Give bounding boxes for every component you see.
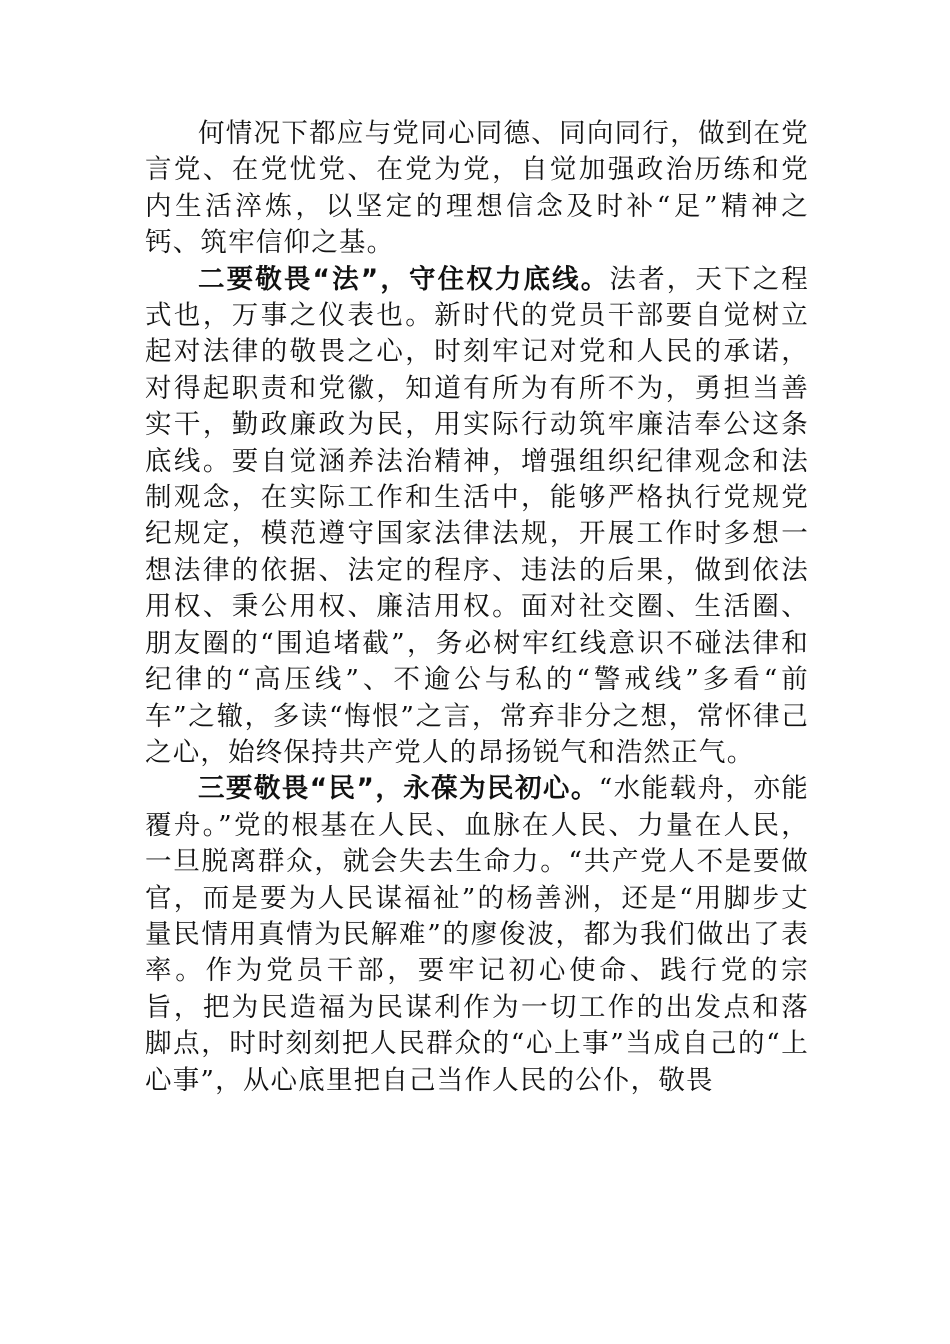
paragraph-text: 何情况下都应与党同心同德、同向同行，做到在党言党、在党忧党、在党为党，自觉加强政治历练和党内生活淬炼，以坚定的理想信念及时补“足”精神之钙、筑牢信仰之基。	[145, 118, 809, 259]
paragraph-continuation	[145, 116, 809, 262]
paragraph-respect-people	[145, 771, 809, 1099]
paragraph-text: “水能载舟，亦能覆舟。”党的根基在人民、血脉在人民、力量在人民，一旦脱离群众，就会失去生命力。“共产党人不是要做官，而是要为人民谋福祉”的杨善洲，还是“用脚步丈量民情用真情为民解难”的廖俊波，都为我们做出了表率。作为党员干部，要牢记初心使命、践行党的宗旨，把为民造福为民谋利作为一切工作的出发点和落脚点，时时刻刻把人民群众的“心上事”当成自己的“上心事”，从心底里把自己当作人民的公仆，敬畏	[145, 773, 809, 1096]
document-page	[145, 116, 809, 1099]
paragraph-heading: 二要敬畏“法”，守住权力底线。	[198, 263, 610, 295]
paragraph-text: 法者，天下之程式也，万事之仪表也。新时代的党员干部要自觉树立起对法律的敬畏之心，时刻牢记对党和人民的承诺，对得起职责和党徽，知道有所为有所不为，勇担当善实干，勤政廉政为民，用实际行动筑牢廉洁奉公这条底线。要自觉涵养法治精神，增强组织纪律观念和法制观念，在实际工作和生活中，能够严格执行党规党纪规定，模范遵守国家法律法规，开展工作时多想一想法律的依据、法定的程序、违法的后果，做到依法用权、秉公用权、廉洁用权。面对社交圈、生活圈、朋友圈的“围追堵截”，务必树牢红线意识不碰法律和纪律的“高压线”、不逾公与私的“警戒线”多看“前车”之辙，多读“悔恨”之言，常弃非分之想，常怀律己之心，始终保持共产党人的昂扬锐气和浩然正气。	[145, 263, 809, 768]
paragraph-respect-law	[145, 262, 809, 772]
paragraph-heading: 三要敬畏“民”，永葆为民初心。	[198, 773, 599, 805]
